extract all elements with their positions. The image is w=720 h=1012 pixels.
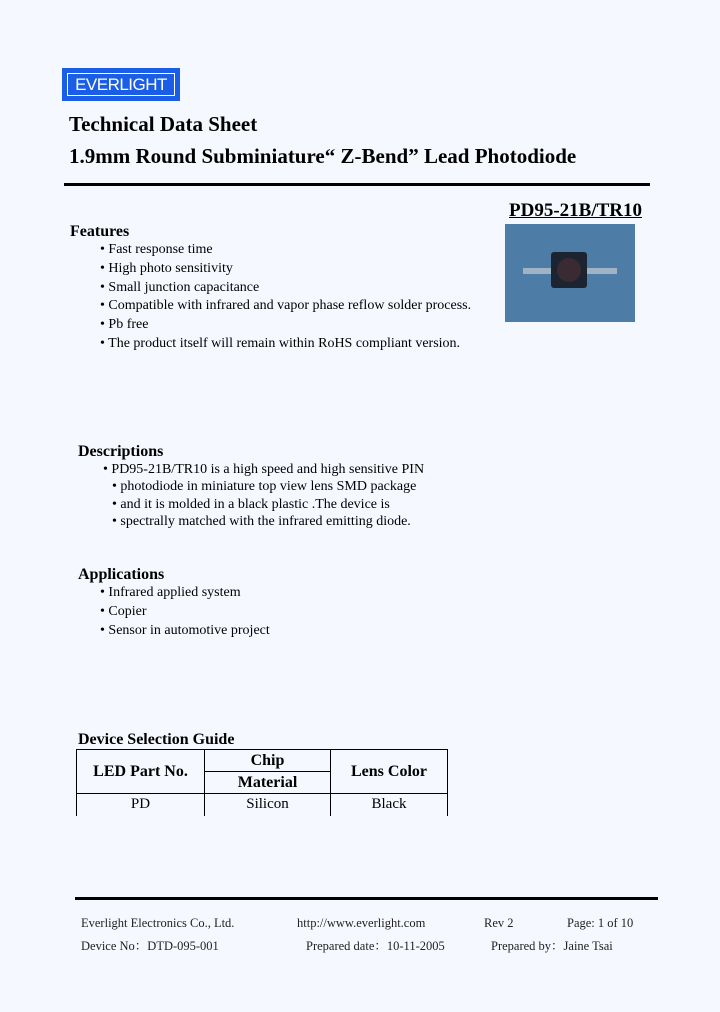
header-chip: Chip — [205, 750, 331, 772]
photodiode-body — [551, 252, 587, 288]
list-item: • Fast response time — [100, 241, 471, 260]
list-item: • Sensor in automotive project — [100, 622, 270, 641]
applications-heading: Applications — [78, 566, 165, 583]
part-number: PD95-21B/TR10 — [509, 200, 642, 221]
footer-device-no: Device No：DTD-095-001 — [81, 939, 219, 953]
features-heading: Features — [70, 223, 130, 240]
header-material: Material — [205, 772, 331, 794]
header-divider — [64, 183, 650, 186]
features-list — [100, 241, 471, 354]
cell-material: Silicon — [205, 794, 331, 816]
applications-list — [100, 584, 270, 640]
product-photo — [505, 224, 635, 322]
list-item: • Small junction capacitance — [100, 279, 471, 298]
list-item: • The product itself will remain within RoHS compliant version. — [100, 335, 471, 354]
document-subtitle: 1.9mm Round Subminiature“ Z-Bend” Lead Photodiode — [69, 144, 577, 168]
header-part: LED Part No. — [77, 750, 205, 794]
cell-part: PD — [77, 794, 205, 816]
list-item: • Copier — [100, 603, 270, 622]
selection-guide-heading: Device Selection Guide — [78, 731, 235, 748]
description-line: • spectrally matched with the infrared emitting diode. — [103, 513, 424, 530]
footer-url[interactable]: http://www.everlight.com — [297, 916, 426, 930]
description-line: • and it is molded in a black plastic .The device is — [103, 496, 424, 513]
list-item: • Infrared applied system — [100, 584, 270, 603]
document-title: Technical Data Sheet — [69, 112, 258, 136]
footer-prepared-date: Prepared date：10-11-2005 — [306, 939, 445, 953]
footer-divider — [75, 897, 658, 900]
description-line: • photodiode in miniature top view lens SMD package — [103, 478, 424, 495]
list-item: • Compatible with infrared and vapor phase reflow solder process. — [100, 297, 471, 316]
device-selection-table — [76, 749, 448, 816]
cell-lens: Black — [331, 794, 448, 816]
descriptions-heading: Descriptions — [78, 443, 164, 460]
list-item: • Pb free — [100, 316, 471, 335]
footer-company: Everlight Electronics Co., Ltd. — [81, 916, 235, 930]
table-row — [77, 794, 448, 816]
everlight-logo: EVERLIGHT — [62, 68, 180, 101]
description-line: • PD95-21B/TR10 is a high speed and high sensitive PIN — [103, 461, 424, 478]
footer-rev: Rev 2 — [484, 916, 514, 930]
footer-page: Page: 1 of 10 — [567, 916, 634, 930]
header-lens: Lens Color — [331, 750, 448, 794]
list-item: • High photo sensitivity — [100, 260, 471, 279]
footer-prepared-by: Prepared by：Jaine Tsai — [491, 939, 613, 953]
descriptions-text — [103, 461, 424, 530]
